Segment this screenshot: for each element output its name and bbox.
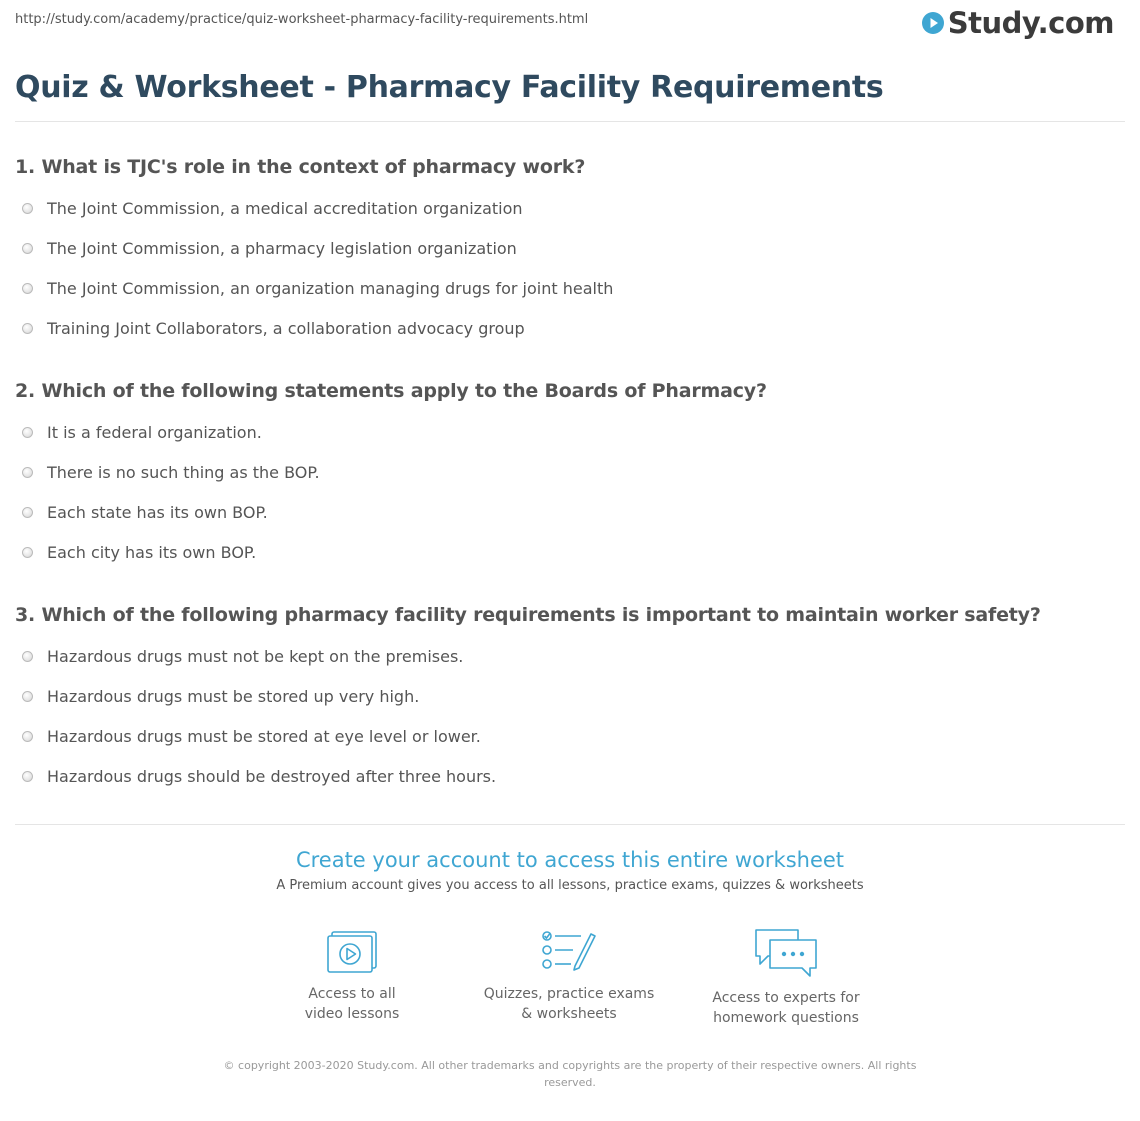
create-account-link[interactable]: Create your account to access this entire worksheet [295, 848, 845, 872]
answer-label: Each state has its own BOP. [47, 503, 268, 522]
feature-label: Quizzes, practice exams [483, 986, 655, 1002]
feature-label: & worksheets [521, 1006, 617, 1022]
answer-label: Each city has its own BOP. [47, 543, 257, 562]
answer-option[interactable] [22, 239, 517, 258]
page-url: http://study.com/academy/practice/quiz-worksheet-pharmacy-facility-requirements.html [15, 12, 589, 27]
answer-option[interactable] [22, 767, 496, 786]
answer-label: The Joint Commission, an organization managing drugs for joint health [47, 279, 614, 298]
radio-button[interactable] [22, 547, 33, 558]
radio-button[interactable] [22, 427, 33, 438]
answer-option[interactable] [22, 543, 256, 562]
radio-button[interactable] [22, 283, 33, 294]
quiz-checklist-icon [541, 928, 597, 974]
answer-option[interactable] [22, 687, 419, 706]
feature-experts [686, 928, 886, 1028]
radio-button[interactable] [22, 771, 33, 782]
radio-button[interactable] [22, 731, 33, 742]
answer-option[interactable] [22, 647, 463, 666]
feature-video-lessons [252, 928, 452, 1024]
study-logo[interactable] [921, 6, 1114, 40]
chat-bubbles-icon [754, 928, 818, 978]
video-lesson-icon [326, 928, 378, 974]
premium-description: A Premium account gives you access to all lessons, practice exams, quizzes & worksheets [276, 878, 864, 893]
answer-option[interactable] [22, 423, 262, 442]
feature-label: Access to experts for [712, 990, 860, 1006]
answer-option[interactable] [22, 199, 523, 218]
radio-button[interactable] [22, 467, 33, 478]
answer-label: Hazardous drugs must be stored at eye level or lower. [47, 727, 481, 746]
answer-label: Hazardous drugs must be stored up very high. [47, 687, 420, 706]
question-1: 1. What is TJC's role in the context of pharmacy work? [15, 156, 586, 178]
play-logo-icon [921, 11, 945, 35]
radio-button[interactable] [22, 323, 33, 334]
radio-button[interactable] [22, 691, 33, 702]
feature-label: homework questions [713, 1010, 859, 1026]
radio-button[interactable] [22, 651, 33, 662]
answer-option[interactable] [22, 727, 481, 746]
feature-label: Access to all [308, 986, 396, 1002]
logo-text: Study.com [947, 6, 1114, 40]
divider [15, 121, 1125, 122]
answer-label: Training Joint Collaborators, a collaboration advocacy group [47, 319, 525, 338]
copyright-notice: © copyright 2003-2020 Study.com. All other trademarks and copyrights are the property of their respective owners. All rights reserved. [223, 1059, 917, 1089]
answer-label: The Joint Commission, a pharmacy legislation organization [47, 239, 517, 258]
answer-label: Hazardous drugs must not be kept on the premises. [47, 647, 464, 666]
page-title: Quiz & Worksheet - Pharmacy Facility Requirements [15, 70, 884, 105]
answer-label: It is a federal organization. [47, 423, 262, 442]
question-3: 3. Which of the following pharmacy facility requirements is important to maintain worker safety? [15, 604, 1041, 626]
answer-option[interactable] [22, 463, 320, 482]
divider [15, 824, 1125, 825]
answer-option[interactable] [22, 279, 613, 298]
answer-option[interactable] [22, 503, 268, 522]
answer-label: Hazardous drugs should be destroyed after three hours. [47, 767, 497, 786]
answer-label: The Joint Commission, a medical accreditation organization [47, 199, 523, 218]
answer-option[interactable] [22, 319, 525, 338]
question-2: 2. Which of the following statements apply to the Boards of Pharmacy? [15, 380, 767, 402]
radio-button[interactable] [22, 507, 33, 518]
feature-label: video lessons [304, 1006, 400, 1022]
feature-quizzes [469, 928, 669, 1024]
radio-button[interactable] [22, 243, 33, 254]
radio-button[interactable] [22, 203, 33, 214]
answer-label: There is no such thing as the BOP. [47, 463, 320, 482]
